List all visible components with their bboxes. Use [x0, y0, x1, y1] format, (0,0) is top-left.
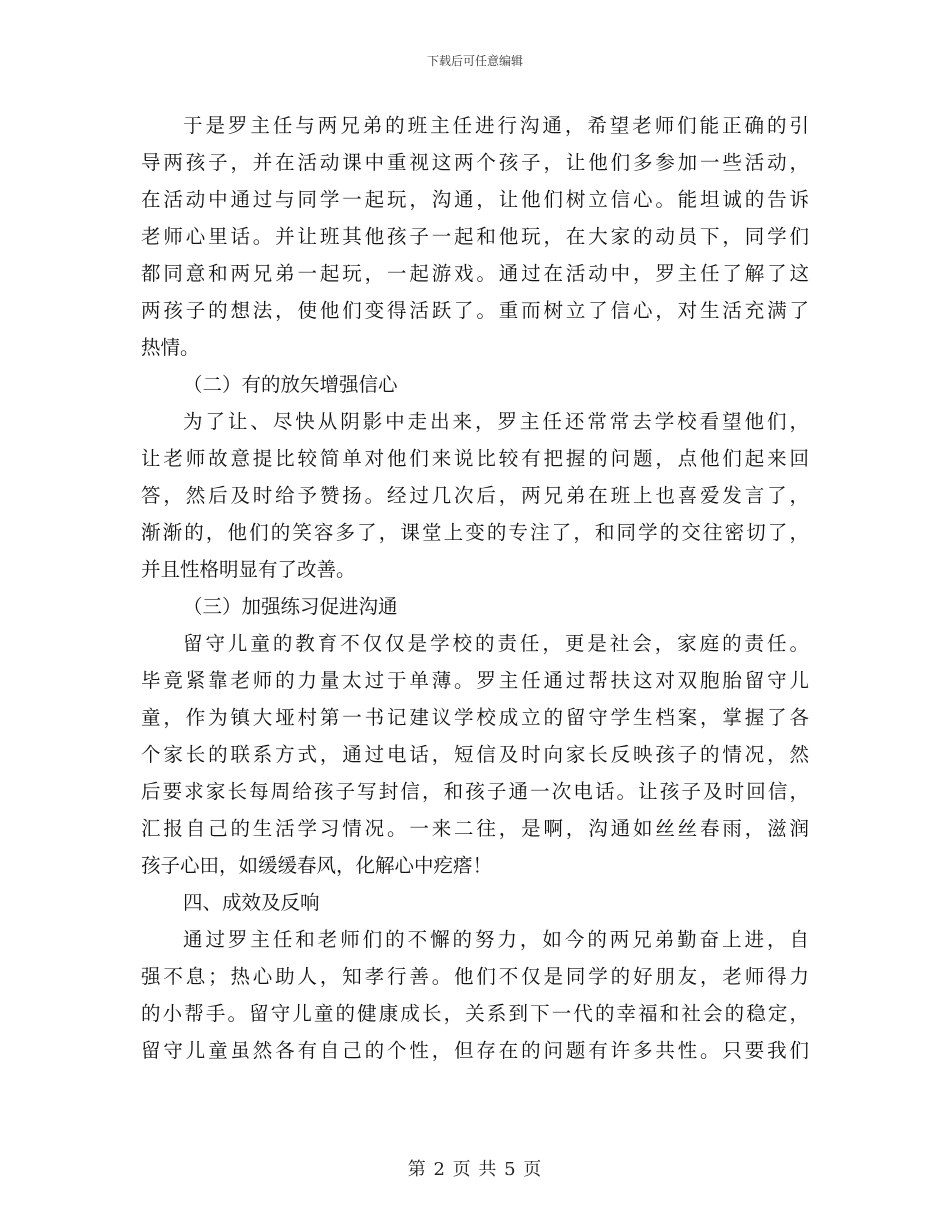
text-line: 都同意和两兄弟一起玩，一起游戏。通过在活动中，罗主任了解了这: [141, 262, 809, 285]
text-line: 热情。: [141, 336, 200, 359]
text-line: 后要求家长每周给孩子写封信，和孩子通一次电话。让孩子及时回信，: [141, 780, 809, 803]
text-line: 导两孩子，并在活动课中重视这两个孩子，让他们多参加一些活动，: [141, 151, 809, 174]
section-heading: （三）加强练习促进沟通: [183, 595, 398, 618]
text-line: 于是罗主任与两兄弟的班主任进行沟通，希望老师们能正确的引: [183, 114, 809, 137]
text-line: 毕竟紧靠老师的力量太过于单薄。罗主任通过帮扶这对双胞胎留守儿: [141, 669, 809, 692]
section-heading: 四、成效及反响: [183, 891, 320, 914]
text-line: 在活动中通过与同学一起玩，沟通，让他们树立信心。能坦诚的告诉: [141, 188, 809, 211]
text-line: 的小帮手。留守儿童的健康成长，关系到下一代的幸福和社会的稳定，: [141, 1002, 809, 1025]
text-line: 为了让、尽快从阴影中走出来，罗主任还常常去学校看望他们，: [183, 410, 809, 433]
text-line: 答，然后及时给予赞扬。经过几次后，两兄弟在班上也喜爱发言了，: [141, 484, 809, 507]
text-line: 孩子心田，如缓缓春风，化解心中疙瘩！: [141, 854, 493, 877]
text-line: 两孩子的想法，使他们变得活跃了。重而树立了信心，对生活充满了: [141, 299, 809, 322]
text-line: 童，作为镇大垭村第一书记建议学校成立的留守学生档案，掌握了各: [141, 706, 809, 729]
text-line: 个家长的联系方式，通过电话，短信及时向家长反映孩子的情况，然: [141, 743, 809, 766]
text-line: 渐渐的，他们的笑容多了，课堂上变的专注了，和同学的交往密切了，: [141, 521, 809, 544]
text-line: 并且性格明显有了改善。: [141, 558, 356, 581]
text-line: 让老师故意提比较简单对他们来说比较有把握的问题，点他们起来回: [141, 447, 809, 470]
text-line: 强不息；热心助人，知孝行善。他们不仅是同学的好朋友，老师得力: [141, 965, 809, 988]
page-header: 下载后可任意编辑: [426, 54, 523, 68]
document-body: [141, 107, 809, 1069]
section-heading: （二）有的放矢增强信心: [183, 373, 398, 396]
text-line: 留守儿童的教育不仅仅是学校的责任，更是社会，家庭的责任。: [183, 632, 809, 655]
page-number: 第 2 页 共 5 页: [407, 1159, 543, 1180]
text-line: 汇报自己的生活学习情况。一来二往，是啊，沟通如丝丝春雨，滋润: [141, 817, 809, 840]
text-line: 通过罗主任和老师们的不懈的努力，如今的两兄弟勤奋上进，自: [183, 928, 809, 951]
text-line: 老师心里话。并让班其他孩子一起和他玩，在大家的动员下，同学们: [141, 225, 809, 248]
text-line: 留守儿童虽然各有自己的个性，但存在的问题有许多共性。只要我们: [141, 1039, 809, 1062]
